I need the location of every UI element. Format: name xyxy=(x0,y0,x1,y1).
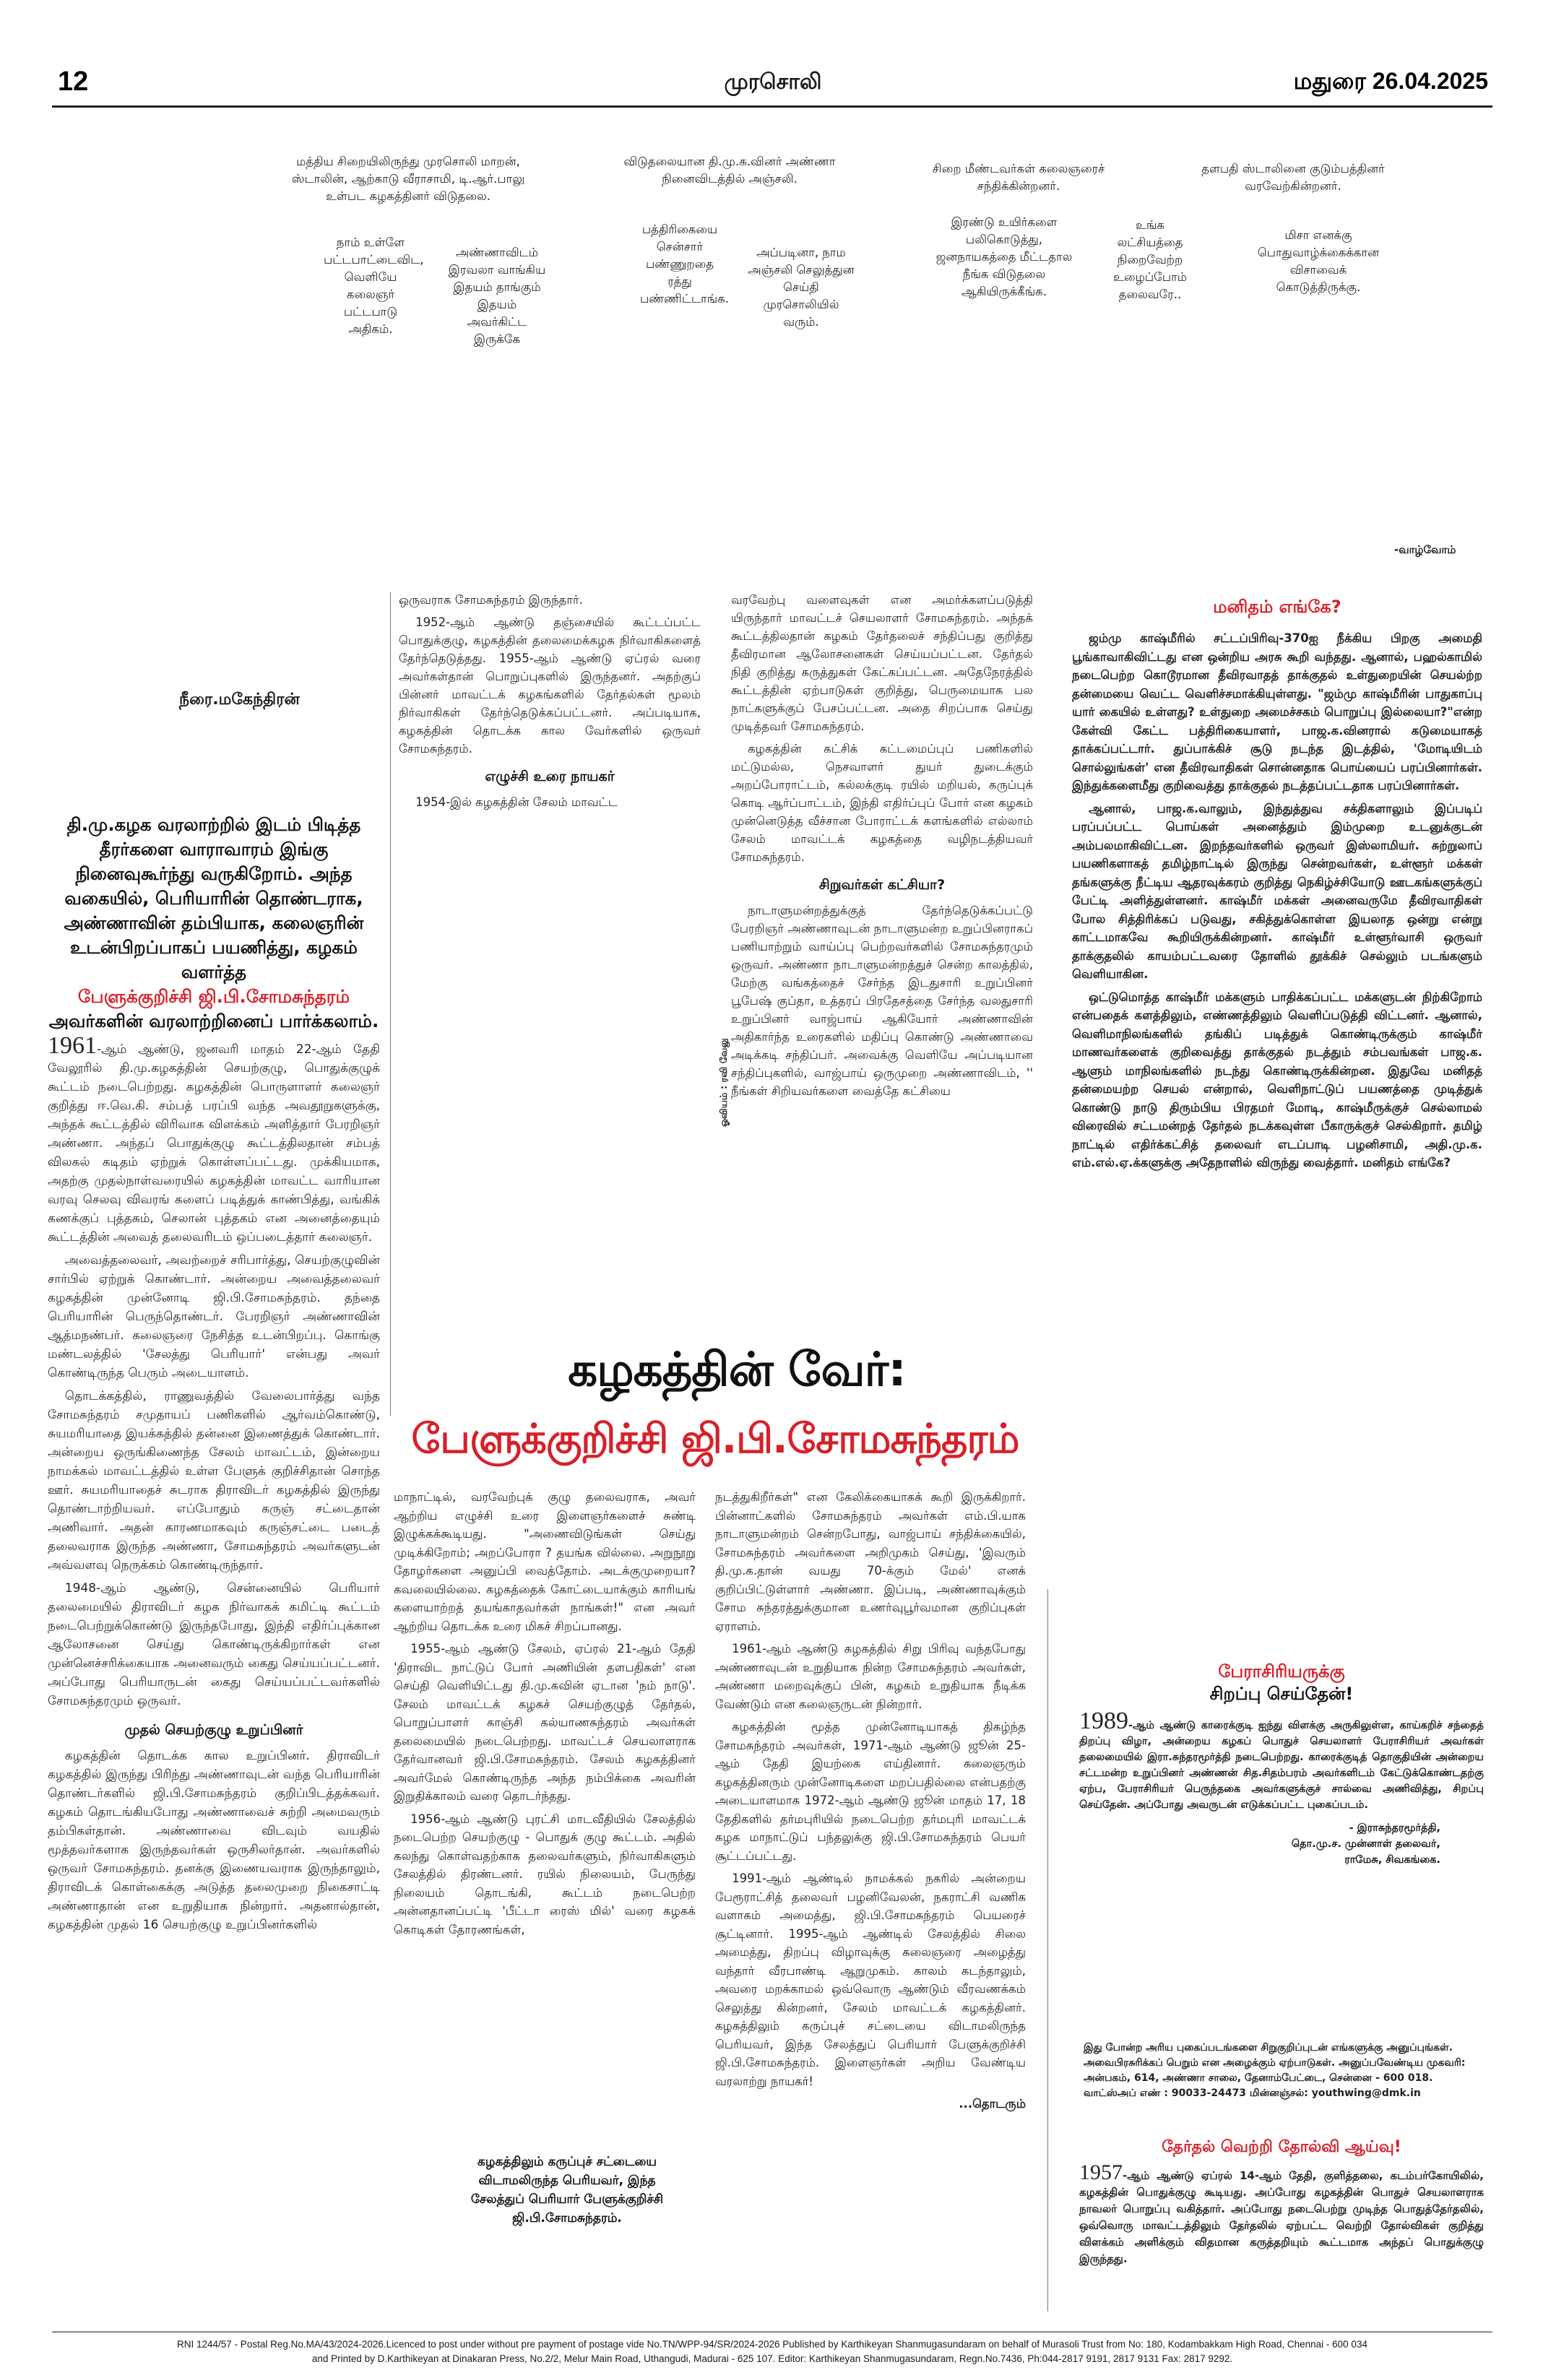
col2-top-para-2: 1952-ஆம் ஆண்டு தஞ்சையில் கூட்டப்பட்ட பொதுக்குழு, கழகத்தின் தலைமைக்கழக நிர்வாகிகளைத் தேர்ந்தெடுத்தது. 1955-ஆம் ஆண்டு ஏப்ரல் வரை அவர்கள்தான் பொறுப்புகளில் இருந்தனர். அதற்குப் பின்னர் மாவட்டக் கழகங்களில் தேர்தல்கள் மூலம் நிர்வாகிகள் தேர்ந்தெடுக்கப்பட்டனர். அப்படியாக, கழகத்தின் தொடக்க கால வேர்களில் ஒருவர் சோமசுந்தரம். xyxy=(399,615,701,756)
col2-top-article xyxy=(399,591,701,815)
professor-box-title-2: சிறப்பு செய்தேன்! xyxy=(1209,1684,1354,1704)
col3-top-article xyxy=(731,591,1033,1104)
portrait-caption: கழகத்திலும் கருப்புச் சட்டையை விடாமலிருந்த பெரியவர், இந்த சேலத்துப் பெரியார் பேளுக்குறிச்சி ஜி.பி.சோமசுந்தரம். xyxy=(470,2155,664,2225)
wish-sign: -வாழ்வோம் xyxy=(1394,543,1456,556)
col-divider-2 xyxy=(1047,1589,1048,2311)
col3-bottom-para-1: நடத்துகிறீர்கள்" என கேலிக்கையாகக் கூறி இருக்கிறார். பின்னாட்களில் சோமசுந்தரம் அவர்கள் எம்.பி.யாக நாடாளுமன்றம் சென்றபோது, வாஜ்பாய் சந்திக்கையில், சோமசுந்தரம் அவர்களை அறிமுகம் செய்து, 'இவரும் தி.மு.க.தான் வயது 70-க்கும் மேல்' எனக் குறிப்பிட்டுள்ளார் அண்ணா. இப்படி, அண்ணாவுக்கும் சோம சுந்தரத்துக்குமான உணர்வுபூர்வமான குறிப்புகள் ஏராளம். xyxy=(715,1490,1026,1633)
professor-box xyxy=(1079,1661,1484,1868)
kashmir-box-title: மனிதம் எங்கே? xyxy=(1213,597,1341,617)
intro-name: பேளுக்குறிச்சி ஜி.பி.சோமசுந்தரம் xyxy=(77,986,350,1007)
author-byline: நீரை.மகேந்திரன் xyxy=(179,691,300,709)
col3-top-para-2: கழகத்தின் கட்சிக் கட்டமைப்புப் பணிகளில் மட்டுமல்ல, நெசவாளர் துயர் துடைக்கும் அறப்போராட்டம், கல்லக்குடி ரயில் மறியல், கருப்புக் கொடி ஆர்ப்பாட்டம், இந்தி எதிர்ப்புப் போர் என கழகம் முன்னெடுத்த வீச்சான போராட்டக் களங்களில் எல்லாம் சேலம் மாவட்டக் கழகத்தை வழிநடத்தியவர் சோமசுந்தரம். xyxy=(731,742,1033,864)
col2-top-tail: 1954-இல் கழகத்தின் சேலம் மாவட்ட xyxy=(415,795,618,809)
professor-sig-role: தொ.மு.ச. முன்னாள் தலைவர், xyxy=(1291,1838,1440,1850)
col3-top-para-1: வரவேற்பு வளைவுகள் என அமர்க்களப்படுத்தி யிருந்தார் மாவட்டச் செயலாளர் சோமசுந்தரம். அந்தக் கூட்டத்திலதான் கழகம் தேர்தலைச் சந்திப்பது குறித்து தீவிரமான ஆலோசனைகள் செய்யப்பட்டன. தேர்தல் நிதி குறித்து கருத்துகள் கேட்கப்பட்டன. அதேநேரத்தில் கூட்டத்தின் ஏற்பாடுகள் குறித்து, பெருமையாக பல நாட்களுக்குப் பேசப்பட்டன. அதை சிறப்பாக செய்து முடித்தவர் சோமசுந்தரம். xyxy=(731,593,1033,733)
col2-bottom-para-3: 1956-ஆம் ஆண்டு புரட்சி மாடவீதியில் சேலத்தில் நடைபெற்ற செயற்குழு - பொதுக் குழு கூட்டம். அதில் கலந்து கொள்வதற்காக தலைவர்களும், நிர்வாகிகளும் சேலத்தில் திரண்டனர். ரயில் நிலையம், பேருந்து நிலையம் தொடங்கி, கூட்டம் நடைபெற்ற அன்னதானப்பட்டி 'பீட்டா ரைஸ் மில்' வரை கழகக் கொடிகள் தோரணங்கள், xyxy=(394,1812,696,1937)
top-caption-2: விடுதலையான தி.மு.க.வினர் அண்ணா நினைவிடத்தில் அஞ்சலி. xyxy=(623,155,836,186)
bubble-caption-3: பத்திரிகையை சென்சார் பண்ணுறதை ரத்து பண்ணிட்டாங்க. xyxy=(640,222,729,306)
col3-bottom-para-2: 1961-ஆம் ஆண்டு கழகத்தில் சிறு பிரிவு வந்தபோது அண்ணாவுடன் உறுதியாக நின்ற சோமசுந்தரம் அவர்கள், அண்ணா மறைவுக்குப் பின், கழகம் உறுதியாக நீடிக்க வேண்டும் என கலைஞருடன் நின்றார். xyxy=(715,1642,1026,1711)
col3-bottom-para-3: கழகத்தின் மூத்த முன்னோடியாகத் திகழ்ந்த சோமசுந்தரம் அவர்கள், 1971-ஆம் ஆண்டு ஜூன் 25-ஆம் தேதி இயற்கை எய்தினார். கலைஞரும் கழகத்தினரும் முன்னோடிகளை மறப்பதில்லை என்பதற்கு அடையாளமாக 1972-ஆம் ஆண்டு ஜூன் மாதம் 17, 18 தேதிகளில் தர்மபுரியில் நடைபெற்ற தர்மபுரி மாவட்டக் கழக மாநாட்டுப் பந்தலுக்கு ஜி.பி.சோமசுந்தரம் பெயர் சூட்டப்பட்டது. xyxy=(715,1720,1026,1863)
bubble-caption-7: மிசா எனக்கு பொதுவாழ்க்கைக்கான விசாவைக் கொடுத்திருக்கு. xyxy=(1257,228,1380,294)
election-box xyxy=(1079,2138,1484,2267)
col1-para-1: அவைத்தலைவர், அவற்றைச் சரிபார்த்து, செயற்குழுவின் சார்பில் ஏற்றுக் கொண்டார். அன்றைய அவைத்தலைவர் கழகத்தின் முன்னோடி ஜி.பி.சோமசுந்தரம். தந்தை பெரியாரின் பெருந்தொண்டர். பேரறிஞர் அண்ணாவின் ஆத்மநண்பர். கலைஞரை நேசித்த உடன்பிறப்பு. கொங்கு மண்டலத்தில் 'சேலத்து பெரியார்' என்பது அவர் கொண்டிருந்த பெரும் அடையாளம். xyxy=(48,1253,380,1380)
col1-para-2: தொடக்கத்தில், ராணுவத்தில் வேலைபார்த்து வந்த சோமசுந்தரம் சமுதாயப் பணிகளில் ஆர்வம்கொண்டு, சுயமரியாதை இயக்கத்தில் தன்னை இணைத்துக் கொண்டார். அன்றைய ஒருங்கிணைந்த சேலம் மாவட்டம், இன்றைய நாமக்கல் மாவட்டத்தில் உள்ள பேளுக் குறிச்சிதான் சொந்த ஊர். சுயமரியாதைச் சுடராக திராவிடர் கழகத்தில் இருந்து தொண்டாற்றியவர். எப்போதும் கருஞ் சட்டைதான் அணிவார். அதன் காரணமாகவும் கருஞ்சட்டை படைத் தலைவராக இருந்த அண்ணா, சோமசுந்தரம் அவர்களுடன் அவ்வளவு நெருக்கம் கொண்டிருந்தார். xyxy=(48,1389,380,1572)
col2-bottom-para-1: மாநாட்டில், வரவேற்புக் குழு தலைவராக, அவர் ஆற்றிய எழுச்சி உரை இளைஞர்களைச் சுண்டி இழுக்கக்கூடியது. "அணைவிடுங்கள் செய்து முடிக்கிறோம்; அறப்போரா ? தயங்க வில்லை. அறுநூறு தோழர்களை அனுப்பி வைத்தோம். அடக்குமுறையா? கவலையில்லை. கழகத்தைக் கோட்டையாக்கும் காரியங் களையாற்றத் தயங்காதவர்கள் நாங்கள்!" என அவர் ஆற்றிய தொடக்க உரை மிகச் சிறப்பானது. xyxy=(394,1490,696,1633)
col3-bottom-para-4: 1991-ஆம் ஆண்டில் நாமக்கல் நகரில் அன்றைய பேரூராட்சித் தலைவர் பழனிவேலன், நகராட்சி வணிக வளாகம் அமைத்து, ஜி.பி.சோமசுந்தரம் பெயரைச் சூட்டினார். 1995-ஆம் ஆண்டில் சேலத்தில் சிலை அமைத்து, திறப்பு விழாவுக்கு கலைஞரை அழைத்து வந்தார் வீரபாண்டி ஆறுமுகம். காலம் கடந்தாலும், அவரை மறக்காமல் ஒவ்வொரு ஆண்டும் வீரவணக்கம் செலுத்து கின்றனர், சேலம் மாவட்டக் கழகத்தினர். கழகத்திலும் கருப்புச் சட்டையை விடாமலிருந்த பெரியவர், இந்த சேலத்துப் பெரியார் பேளுக்குறிச்சி ஜி.பி.சோமசுந்தரம். இளைஞர்கள் அறிய வேண்டிய வரலாற்று நாயகர்! xyxy=(715,1871,1026,2088)
col1-para-3: 1948-ஆம் ஆண்டு, சென்னையில் பெரியார் தலைமையில் திராவிடர் கழக நிர்வாகக் கமிட்டி கூட்டம் நடைபெற்றுக்கொண்டு இருந்தபோது, இந்தி எதிர்ப்புக்கான ஆலோசனை செய்து கொண்டிருக்கிறார்கள் என முன்னெச்சரிக்கையாக அனைவரும் கைது செய்யப்பட்டனர். அப்போது பெரியாருடன் கைது செய்யப்பட்டவர்களில் சோமசுந்தரமும் ஒருவர். xyxy=(48,1581,380,1708)
col1-lead-text: -ஆம் ஆண்டு, ஜனவரி மாதம் 22-ஆம் தேதி வேலூரில் தி.மு.கழகத்தின் செயற்குழு, பொதுக்குழுக் கூட்டம் நடைபெற்றது. கழகத்தின் பொருளாளர் கலைஞர் குறித்து ஈ.வெ.கி. சம்பத் பரப்பி வந்த அவதூறுகளுக்கு, அந்தக் கூட்டத்தில் விரிவாக விளக்கம் அளித்தார் பேரறிஞர் அண்ணா. அந்தப் பொதுக்குழு கூட்டத்திலதான் சம்பத் விலகல் கடிதம் ஏற்றுக் கொள்ளப்பட்டது. முக்கியமாக, அதற்கு முதல்நாள்வரையில் கழகத்தின் மாவட்ட வாரியான வரவு செலவு விவரங் களைப் படித்துக் காண்பித்து, வங்கிக் கணக்குப் புத்தகம், செலான் புத்தகம் என அனைத்தையும் கூட்டத்தின் அவைத் தலைவரிடம் ஒப்படைத்தார் கலைஞர். xyxy=(48,1042,380,1245)
bubble-caption-4: அப்படினா, நாம அஞ்சலி செலுத்துன செய்தி முரசொலியில் வரும். xyxy=(748,246,855,329)
professor-lead-text: -ஆம் ஆண்டு காரைக்குடி ஐந்து விளக்கு அருகிலுள்ள, காய்கறிச் சந்தைத் திறப்பு விழா, அன்றைய கழகப் பொதுச் செயலாளர் பேராசிரியர் அவர்கள் தலைமையில் இரா.சுந்தரமூர்த்தி நடைபெற்றது. காரைக்குடித் தொகுதியின் அன்றைய சட்டமன்ற உறுப்பினர் அண்ணன் சித.சிதம்பரம் அவர்களிடம் கேட்டுக்கொண்டதற்கு ஏற்ப, பேராசிரியர் பெருந்தகை அவர்களுக்குச் சால்வை அணிவித்து, சிறப்பு செய்தேன். அப்போது அவருடன் எடுக்கப்பட்ட புகைப்படம். xyxy=(1079,1720,1484,1811)
professor-box-body xyxy=(1079,1708,1484,1813)
professor-signature xyxy=(1079,1820,1484,1868)
top-caption-1: மத்திய சிறையிலிருந்து முரசொலி மாறன், ஸ்டாலின், ஆற்காடு வீராசாமி, டி.ஆர்.பாலு உள்பட கழகத்தினர் விடுதலை. xyxy=(291,155,525,203)
col1-para-4: கழகத்தின் தொடக்க கால உறுப்பினர். திராவிடர் கழகத்தில் இருந்து பிரிந்து அண்ணாவுடன் வந்த பெரியாரின் தொண்டர்களில் ஜி.பி.சோமசுந்தரம் குறிப்பிடத்தக்கவர். கழகம் தொடங்கியபோது அண்ணாவைச் சுற்றி அமைவரும் தம்பிகள்தான். அண்ணாவை விடவும் வயதில் மூத்தவர்களாக இருந்தவர்கள் ஒருசிலர்தான். அவர்களில் ஒருவர் சோமசுந்தரம். தனக்கு இணையவராக இருந்தாலும், திராவிடக் கொள்கைக்கு அடுத்த தலைமுறை நிகைசாட்டி அண்ணாதான் என உறுதியாக நின்றார். அதனால்தான், கழகத்தின் முதல் 16 செயற்குழு உறுப்பினர்களில் xyxy=(48,1749,380,1932)
top-caption-3: சிறை மீண்டவர்கள் கலைஞரைச் சந்திக்கின்றனர். xyxy=(932,162,1105,193)
kashmir-box-body xyxy=(1072,629,1482,1172)
election-box-title: தேர்தல் வெற்றி தோல்வி ஆய்வு! xyxy=(1162,2138,1401,2156)
intro-blurb xyxy=(48,813,380,1034)
election-box-body xyxy=(1079,2160,1484,2267)
top-caption-4: தளபதி ஸ்டாலினை குடும்பத்தினர் வரவேற்கின்றனர். xyxy=(1201,162,1385,193)
professor-lead-year: 1989 xyxy=(1079,1708,1128,1734)
col1-lead-year: 1961 xyxy=(48,1032,97,1059)
illustration-credit: ஓவியம் : ரவி வேலு xyxy=(719,1038,730,1127)
continued-note: ...தொடரும் xyxy=(959,2097,1026,2111)
col1-article xyxy=(48,1032,380,1939)
professor-sig-place: ராமேசு, சிவகங்கை. xyxy=(1344,1854,1440,1866)
election-lead-year: 1957 xyxy=(1079,2160,1123,2184)
kashmir-para-2: ஆனால், பாஜ.க.வாலும், இந்துத்துவ சக்திகளாலும் இப்படிப் பரப்பப்பட்ட பொய்கள் அனைத்தும் இம்முறை உடனுக்குடன் அம்பலமாகிவிட்டன. இறந்தவர்களில் ஒருவர் இஸ்லாமியர். சுற்றுலாப் பயணிகளாகத் தமிழ்நாட்டில் இருந்து சென்றவர்கள், உள்ளூர் மக்கள் தங்களுக்கு நீட்டிய ஆதரவுக்கரம் குறித்து நெகிழ்ச்சியோடு ஊடகங்களுக்குப் பேட்டி அளித்துள்ளனர். காஷ்மீர் மக்கள் அனைவருமே தீவிரவாதிகள் போல சித்திரிக்கப் படுவது, சகித்துக்கொள்ள இயலாத ஒன்று என்று காட்டமாகவே கூறியிருக்கின்றனர். காஷ்மீர் உள்ளூர்வாசி ஒருவர் தாக்குதலில் காயம்பட்டவரை தோளில் தூக்கிச் செல்லும் படங்களும் வெளியாகின. xyxy=(1072,801,1482,981)
bubble-caption-6: உங்க லட்சியத்தை நிறைவேற்ற உழைப்போம் தலைவரே.. xyxy=(1112,218,1188,301)
col2-bottom-para-2: 1955-ஆம் ஆண்டு சேலம், ஏப்ரல் 21-ஆம் தேதி 'திராவிட நாட்டுப் போர் அணியின் தளபதிகள்' என செய்தி வெளியிட்டது தி.மு.கவின் ஏடான 'நம் நாடு'. சேலம் மாவட்டக் கழகச் செயற்குழுத் தேர்தல், பொறுப்பாளர் காஞ்சி கல்யாணசுந்தரம் அவர்கள் தலைமையில் நடைபெற்றது. மாவட்டச் செயலாளராக தேர்வானவர் ஜி.பி.சோமசுந்தரம். சேலம் கழகத்தினர் அவர்மேல் கொண்டிருந்த அந்த நம்பிக்கை அவரின் இறுதிக்காலம் வரை தொடர்ந்தது. xyxy=(394,1642,696,1803)
imprint-line-1: RNI 1244/57 - Postal Reg.No.MA/43/2024-2026.Licenced to post under without pre payment of postage vide No.TN/WPP-94/SR/2024-2026 Published by Karthikeyan Shanmugasundaram on behalf of Murasoli Trust from No: 180, Kodambakkam High Road, Chennai - 600 034 xyxy=(177,2339,1367,2350)
professor-box-title-1: பேராசிரியருக்கு xyxy=(1218,1661,1345,1682)
election-lead-text: -ஆம் ஆண்டு ஏப்ரல் 14-ஆம் தேதி, குளித்தலை, கடம்பர்கோயிலில், கழகத்தின் பொதுக்குழு கூடியது. அப்போது கழகத்தின் பொதுச் செயலாளராக நாவலர் பொறுப்பு வகித்தார். அப்போது நடைபெற்று முடிந்த பொதுத்தேர்தலில், ஒவ்வொரு மாவட்டத்திலும் தேர்தலில் ஏற்பட்ட வெற்றி தோல்விகள் குறித்து விளக்கம் அளிக்கும் விதமான கருத்தறியும் கூட்டமாக அந்தப் பொதுக்குழு இருந்தது. xyxy=(1079,2169,1484,2265)
headline-line-2: பேளுக்குறிச்சி ஜி.பி.சோமசுந்தரம் xyxy=(411,1416,1019,1463)
intro-text-2: அவர்களின் வரலாற்றினைப் பார்க்கலாம். xyxy=(48,1011,379,1031)
col-divider-1 xyxy=(390,592,391,1416)
kashmir-para-3: ஒட்டுமொத்த காஷ்மீர் மக்களும் பாதிக்கப்பட்ட மக்களுடன் நிற்கிறோம் என்பதைக் களத்திலும், எண்ணத்திலும் வெளிப்படுத்தி விட்டனர். ஆனால், வெளிமாநிலங்களில் தங்கிப் படித்துக் கொண்டிருக்கும் காஷ்மீர் மாணவர்களைக் குறிவைத்து தாக்குதல் நடத்தும் சம்பவங்கள் பாஜ.க. ஆளும் மாநிலங்களில் நடந்து கொண்டிருக்கின்றன. இதுவே மனிதத் தன்மையற்ற செயல் என்றால், வெளிநாட்டுப் பயணத்தை முடித்துக் கொண்டு நாடு திரும்பிய பிரதமர் மோடி, காஷ்மீருக்குச் செல்லாமல் விரைவில் சட்டமன்றத் தேர்தல் நடக்கவுள்ள பீகாருக்குச் செல்கிறார். தமிழ் நாட்டில் எதிர்க்கட்சித் தலைவர் எடப்பாடி பழனிசாமி, அதி.மு.க. எம்.எல்.ஏ.க்களுக்கு அதேநாளில் விருந்து வைத்தார். மனிதம் எங்கே? xyxy=(1072,990,1482,1169)
professor-sig-name: - இராசுந்தரமூர்த்தி, xyxy=(1349,1822,1440,1834)
col3-top-para-3: நாடாளுமன்றத்துக்குத் தேர்ந்தெடுக்கப்பட்டு பேரறிஞர் அண்ணாவுடன் நாடாளுமன்ற உறுப்பினராகப் பணியாற்றும் வாய்ப்பு பெற்றவர்களில் சோமசுந்தரமும் ஒருவர். அண்ணா நாடாளுமன்றத்துச் சென்ற காலத்தில், மேற்கு வங்கத்தைச் சேர்ந்த இடதுசாரி உறுப்பினர் பூபேஷ் குப்தா, உத்தரப் பிரதேசத்தை சேர்ந்த வலதுசாரி உறுப்பினர் வாஜ்பாய் ஆகியோர் அண்ணாவின் அதிகார்ந்த உரைகளில் மதிப்பு கொண்டு அண்ணாவை அடிக்கடி சந்திப்பர். அவைக்கு வெளியே அப்படியான சந்திப்புகளில், வாஜ்பாய் ஒருமுறை அண்ணாவிடம், '' நீங்கள் சிறியவர்களை வைத்தே கட்சியை xyxy=(731,904,1033,1098)
bubble-caption-2: அண்ணாவிடம் இரவலா வாங்கிய இதயம் தாங்கும் இதயம் அவர்கிட்ட இருக்கே xyxy=(448,246,546,346)
col3-bottom-article xyxy=(715,1488,1026,2113)
imprint-line-2: and Printed by D.Karthikeyan at Dinakaran Press, No.2/2, Melur Main Road, Uthangudi, Madurai - 625 107. Editor: Karthikeyan Shanmugasundaram, Regn.No.7436, Ph:044-2817 9191, 2817 9131 Fax: 2817 9292. xyxy=(311,2353,1233,2364)
kashmir-para-1: ஜம்மு காஷ்மீரில் சட்டப்பிரிவு-370ஐ நீக்கிய பிறகு அமைதி பூங்காவாகிவிட்டது என ஒன்றிய அரசு கூறி வந்தது. ஆனால், பஹல்காமில் நடைபெற்ற கொடூரமான தீவிரவாதத் தாக்குதல் உள்துறையின் செயல்ற்ற தன்மையை வெட்ட வெளிச்சமாக்கியுள்ளது. "ஜம்மு காஷ்மீரின் பாதுகாப்பு யார் கையில் உள்ளது? உள்துறை அமைச்சகம் பொறுப்பு இல்லையா?"என்ற கேள்வி கேட்ட பத்திரிகையாளர், பாஜ.க.வினரால் கடுமையாகத் தாக்கப்பட்டார். துப்பாக்கிச் சூடு நடந்த இடத்தில், 'மோடியிடம் சொல்லுங்கள்' என தீவிரவாதிகள் சொன்னதாக பொய்யைப் பரப்பினார்கள். இந்துக்களைமீது குறிவைத்து தாக்குதல் நடத்தப்பட்டதாக பரப்பினார்கள். xyxy=(1072,631,1482,792)
bubble-caption-5: இரண்டு உயிர்களை பலிகொடுத்து, ஜனநாயகத்தை மீட்டதால நீங்க விடுதலை ஆகியிருக்கீங்க. xyxy=(935,215,1073,298)
col3-top-subhead: சிறுவர்கள் கட்சியா? xyxy=(818,877,946,893)
kashmir-box xyxy=(1072,597,1482,1536)
col2-top-para-1: ஒருவராக சோமசுந்தரம் இருந்தார். xyxy=(399,593,583,607)
col1-lead xyxy=(48,1032,380,1247)
edition-date: மதுரை 26.04.2025 xyxy=(1293,68,1488,94)
col2-bottom-article xyxy=(394,1488,696,1943)
masthead-rule xyxy=(52,105,1492,108)
col1-subhead: முதல் செயற்குழு உறுப்பினர் xyxy=(124,1722,303,1738)
page-number: 12 xyxy=(58,66,89,97)
bubble-caption-1: நாம் உள்ளே பட்டபாட்டைவிட, வெளியே கலைஞர் பட்டபாடு அதிகம். xyxy=(324,235,424,336)
photo-appeal: இது போன்ற அரிய புகைப்படங்களை சிறுகுறிப்புடன் எங்களுக்கு அனுப்புங்கள். அவைபிரசுரிக்கப் பெறும் என அழைக்கும் ஏற்பாடுகள். அனுப்பவேண்டிய முகவரி: அன்பகம், 614, அண்ணா சாலை, தேனாம்பேட்டை, சென்னை - 600 018. வாட்ஸ்அப் எண் : 90033-24473 மின்னஞ்சல்: youthwing@dmk.in xyxy=(1084,2042,1466,2099)
paper-name: முரசொலி xyxy=(724,69,822,95)
headline-line-1: கழகத்தின் வேர்: xyxy=(568,1343,906,1397)
col2-top-subhead: எழுச்சி உரை நாயகர் xyxy=(485,769,615,784)
intro-text-1: தி.மு.கழக வரலாற்றில் இடம் பிடித்த தீரர்களை வாராவாரம் இங்கு நினைவுகூர்ந்து வருகிறோம். அந்த வகையில், பெரியாரின் தொண்டராக, அண்ணாவின் தம்பியாக, கலைஞரின் உடன்பிறப்பாகப் பயணித்து, கழகம் வளர்த்த xyxy=(64,814,364,982)
